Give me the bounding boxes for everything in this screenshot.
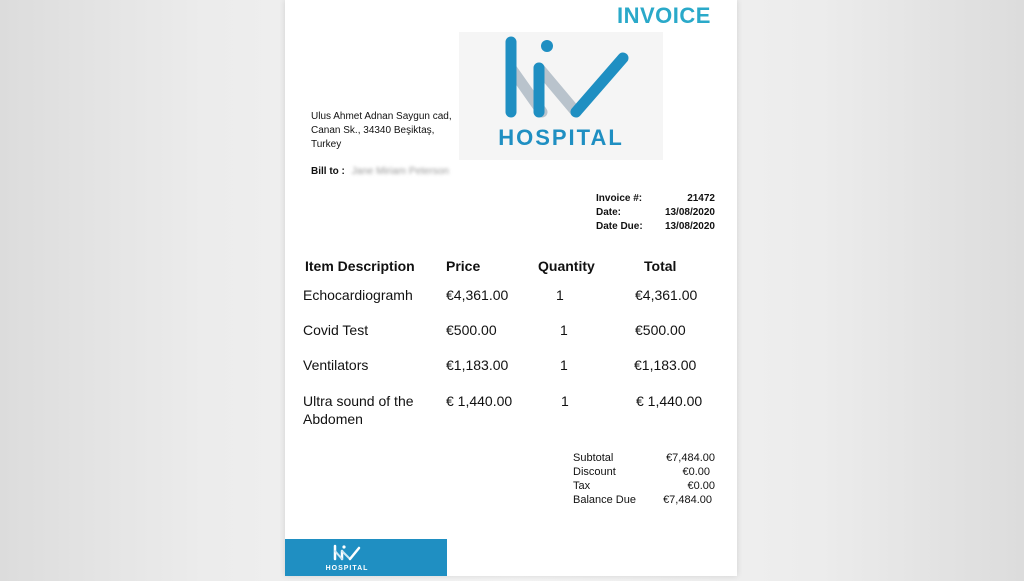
item-description: Covid Test [303,322,369,338]
tax-value: €0.00 [687,480,715,492]
footer-logo-text: HOSPITAL [325,565,369,572]
invoice-date: 13/08/2020 [664,207,715,218]
header-total: Total [644,258,677,274]
hospital-logo [459,32,663,160]
invoice-number: 21472 [687,193,715,204]
discount-label: Discount [573,466,616,478]
item-description: Echocardiogramh [303,287,413,303]
item-total: €4,361.00 [635,287,698,303]
subtotal-value: €7,484.00 [666,452,715,464]
footer-logo-icon [285,539,447,576]
balance-due-label: Balance Due [573,494,636,506]
invoice-title: INVOICE [617,3,711,28]
item-description-line: Abdomen [303,411,363,427]
item-quantity: 1 [556,287,564,303]
address-line: Canan Sk., 34340 Beşiktaş, [311,125,435,136]
header-quantity: Quantity [538,258,595,274]
invoice-date-label: Date: [596,207,622,218]
bill-to-name: Jane Miriam Peterson [351,166,449,177]
logo-hospital-text: HOSPITAL [498,125,624,150]
invoice-meta-values [625,192,715,234]
item-quantity: 1 [560,322,568,338]
item-quantity: 1 [560,357,568,373]
item-total: €500.00 [635,322,686,338]
item-price: €1,183.00 [446,357,509,373]
invoice-due-date: 13/08/2020 [664,221,715,232]
address-line: Ulus Ahmet Adnan Saygun cad, [311,111,452,122]
bill-to [311,166,449,177]
subtotal-label: Subtotal [573,452,614,464]
totals-values [625,451,715,507]
balance-due-value: €7,484.00 [663,494,712,506]
item-total: € 1,440.00 [636,393,703,409]
item-description: Ventilators [303,357,369,373]
address-line: Turkey [311,139,342,150]
footer-band [285,539,447,576]
item-description [303,392,414,428]
invoice-number-label: Invoice #: [596,193,643,204]
item-total: €1,183.00 [634,357,697,373]
item-price: € 1,440.00 [446,393,513,409]
header-price: Price [446,258,481,274]
item-price: €4,361.00 [446,287,509,303]
header-item-description: Item Description [305,258,415,274]
item-quantity: 1 [561,393,569,409]
bill-to-label: Bill to : [311,166,345,177]
liv-logo-icon [459,32,663,160]
item-description-line: Ultra sound of the [303,393,414,409]
item-price: €500.00 [446,322,497,338]
tax-label: Tax [573,480,591,492]
invoice-due-label: Date Due: [596,221,643,232]
invoice-page [285,0,737,576]
discount-value: €0.00 [682,466,710,478]
hospital-address [311,110,452,152]
